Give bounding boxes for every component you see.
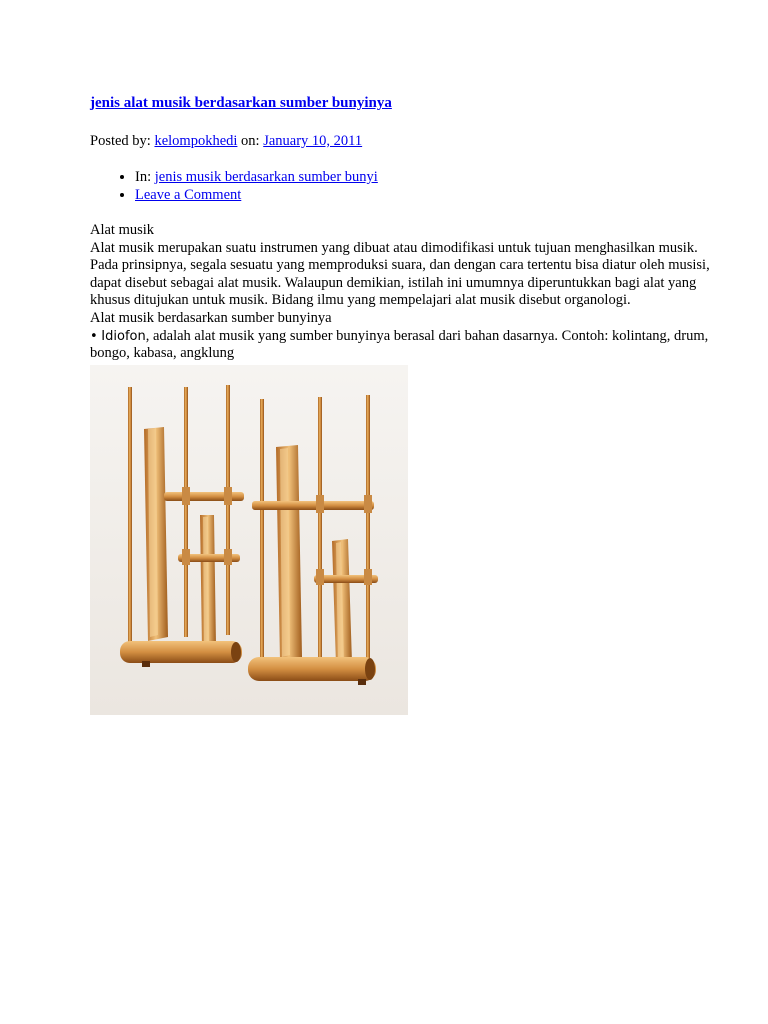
on-label: on: (241, 133, 260, 149)
list-item-category (135, 168, 710, 186)
category-link[interactable]: jenis musik berdasarkan sumber bunyi (154, 169, 378, 185)
idiofon-description: , adalah alat musik yang sumber bunyinya berasal dari bahan dasarnya. Contoh: kolintang, drum, bongo, kabasa, angklung (90, 327, 709, 362)
paragraph-definition: Alat musik merupakan suatu instrumen yang dibuat atau dimodifikasi untuk tujuan menghasilkan musik. Pada prinsipnya, segala sesuatu yang memproduksi suara, dan dengan cara tertentu bisa diatur oleh musisi, dapat disebut sebagai alat musik. Walaupun demikian, istilah ini umumnya diperuntukkan bagi alat yang khusus ditujukan untuk musik. Bidang ilmu yang mempelajari alat musik disebut organologi. (90, 239, 710, 309)
post-meta-list (90, 168, 710, 204)
section-heading-alat-musik: Alat musik (90, 222, 155, 238)
post-title (90, 92, 710, 114)
in-label: In: (135, 169, 152, 185)
posted-by-label: Posted by: (90, 133, 151, 149)
post-title-link[interactable]: jenis alat musik berdasarkan sumber bunyinya (90, 95, 392, 111)
author-link[interactable]: kelompokhedi (154, 133, 238, 149)
section-heading-sumber-bunyi: Alat musik berdasarkan sumber bunyinya (90, 309, 332, 326)
date-link[interactable]: January 10, 2011 (263, 133, 363, 149)
post-meta (90, 132, 710, 150)
leave-comment-link[interactable]: Leave a Comment (135, 187, 242, 203)
idiofon-item (90, 328, 710, 363)
angklung-photo (90, 365, 408, 715)
post-body (90, 222, 710, 363)
post-container (90, 92, 710, 715)
list-item-comment (135, 186, 710, 204)
bullet-icon: • (90, 328, 98, 344)
idiofon-term: Idiofon (101, 328, 146, 344)
